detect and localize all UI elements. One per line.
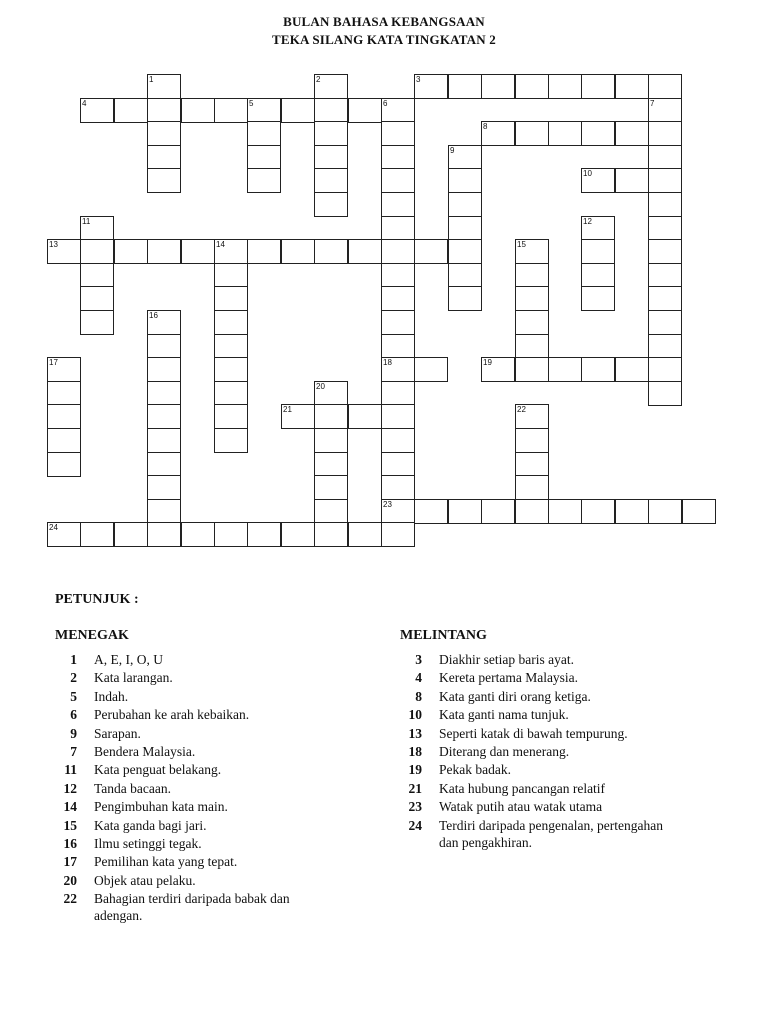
clue-number-label: 17 — [49, 358, 58, 367]
clue-number: 22 — [63, 891, 77, 907]
grid-cell[interactable] — [147, 381, 181, 406]
grid-cell[interactable] — [214, 522, 248, 547]
grid-cell[interactable] — [448, 168, 482, 193]
grid-cell[interactable] — [414, 239, 448, 264]
clue-text: Kata ganda bagi jari. — [94, 817, 207, 833]
grid-cell[interactable] — [381, 168, 415, 193]
clue-number-label: 8 — [483, 122, 488, 131]
across-clue — [400, 817, 730, 851]
grid-cell[interactable] — [581, 263, 615, 288]
grid-cell[interactable] — [414, 74, 448, 99]
down-clue — [55, 725, 385, 742]
grid-cell[interactable] — [214, 381, 248, 406]
grid-cell[interactable] — [314, 74, 348, 99]
grid-cell[interactable] — [381, 145, 415, 170]
grid-cell[interactable] — [381, 263, 415, 288]
grid-cell[interactable] — [381, 286, 415, 311]
grid-cell[interactable] — [214, 286, 248, 311]
grid-cell[interactable] — [181, 239, 215, 264]
grid-cell[interactable] — [615, 121, 649, 146]
grid-cell[interactable] — [114, 522, 148, 547]
clue-number-label: 1 — [149, 75, 154, 84]
grid-cell[interactable] — [648, 98, 682, 123]
grid-cell[interactable] — [448, 216, 482, 241]
grid-cell[interactable] — [481, 74, 515, 99]
across-clue — [400, 725, 730, 742]
grid-cell[interactable] — [615, 499, 649, 524]
grid-cell[interactable] — [648, 381, 682, 406]
grid-cell[interactable] — [381, 357, 415, 382]
clue-number: 19 — [408, 762, 422, 778]
grid-cell[interactable] — [381, 475, 415, 500]
grid-cell[interactable] — [448, 145, 482, 170]
grid-cell[interactable] — [247, 98, 281, 123]
down-clue — [55, 651, 385, 668]
clue-text: Pemilihan kata yang tepat. — [94, 854, 238, 870]
grid-cell[interactable] — [281, 98, 315, 123]
across-clue — [400, 669, 730, 686]
across-clue — [400, 798, 730, 815]
grid-cell[interactable] — [314, 98, 348, 123]
grid-cell[interactable] — [515, 404, 549, 429]
grid-cell[interactable] — [147, 239, 181, 264]
clue-number-label: 19 — [483, 358, 492, 367]
grid-cell[interactable] — [381, 98, 415, 123]
clue-text: Kata ganti diri orang ketiga. — [439, 688, 591, 704]
down-clue — [55, 761, 385, 778]
clue-text: Pekak badak. — [439, 762, 511, 778]
grid-cell[interactable] — [381, 239, 415, 264]
grid-cell[interactable] — [348, 522, 382, 547]
clue-number: 16 — [63, 836, 77, 851]
grid-cell[interactable] — [47, 357, 81, 382]
clue-number: 21 — [408, 780, 422, 796]
down-clue — [55, 743, 385, 760]
grid-cell[interactable] — [47, 522, 81, 547]
clue-number: 3 — [415, 652, 422, 667]
grid-cell[interactable] — [80, 263, 114, 288]
grid-cell[interactable] — [80, 216, 114, 241]
grid-cell[interactable] — [481, 357, 515, 382]
grid-cell[interactable] — [147, 475, 181, 500]
clue-number: 20 — [63, 872, 77, 888]
grid-cell[interactable] — [381, 192, 415, 217]
grid-cell[interactable] — [348, 239, 382, 264]
grid-cell[interactable] — [314, 381, 348, 406]
across-clue — [400, 780, 730, 797]
grid-cell[interactable] — [214, 334, 248, 359]
clue-number-label: 23 — [383, 500, 392, 509]
grid-cell[interactable] — [515, 121, 549, 146]
grid-cell[interactable] — [581, 168, 615, 193]
clue-text: Kereta pertama Malaysia. — [439, 670, 579, 686]
grid-cell[interactable] — [548, 499, 582, 524]
clue-number: 7 — [70, 744, 77, 759]
grid-cell[interactable] — [515, 452, 549, 477]
grid-cell[interactable] — [515, 428, 549, 453]
clue-text: Seperti katak di bawah tempurung. — [439, 725, 628, 741]
down-clue — [55, 798, 385, 815]
grid-cell[interactable] — [281, 404, 315, 429]
clue-number-label: 14 — [216, 240, 225, 249]
down-clue — [55, 835, 385, 852]
grid-cell[interactable] — [515, 334, 549, 359]
clue-number-label: 20 — [316, 382, 325, 391]
grid-cell[interactable] — [80, 286, 114, 311]
grid-cell[interactable] — [247, 145, 281, 170]
clue-number: 4 — [415, 670, 422, 686]
grid-cell[interactable] — [314, 239, 348, 264]
grid-cell[interactable] — [214, 239, 248, 264]
clue-text: Pengimbuhan kata main. — [94, 799, 228, 815]
grid-cell[interactable] — [682, 499, 716, 524]
grid-cell[interactable] — [214, 357, 248, 382]
puzzle-title: BULAN BAHASA KEBANGSAAN — [283, 14, 485, 29]
clue-text: dan pengakhiran. — [439, 834, 532, 850]
clue-text: Bahagian terdiri daripada babak dan — [94, 891, 290, 907]
grid-cell[interactable] — [448, 239, 482, 264]
clue-number: 5 — [70, 688, 77, 704]
clue-text: Indah. — [94, 688, 129, 704]
across-clue — [400, 688, 730, 705]
grid-cell[interactable] — [281, 522, 315, 547]
clue-number-label: 4 — [82, 99, 87, 108]
down-clues-heading: MENEGAK — [55, 628, 129, 643]
grid-cell[interactable] — [648, 239, 682, 264]
clue-number: 17 — [63, 854, 77, 870]
grid-cell[interactable] — [581, 239, 615, 264]
clue-number: 1 — [70, 652, 77, 667]
grid-cell[interactable] — [515, 475, 549, 500]
instructions-heading: PETUNJUK : — [55, 592, 139, 607]
down-clue — [55, 817, 385, 834]
grid-cell[interactable] — [648, 334, 682, 359]
clue-number-label: 6 — [383, 99, 388, 108]
clue-number: 9 — [70, 725, 77, 741]
grid-cell[interactable] — [515, 239, 549, 264]
grid-cell[interactable] — [314, 404, 348, 429]
grid-cell[interactable] — [448, 499, 482, 524]
grid-cell[interactable] — [181, 522, 215, 547]
grid-cell[interactable] — [214, 428, 248, 453]
clue-number-label: 9 — [450, 146, 455, 155]
grid-cell[interactable] — [515, 74, 549, 99]
grid-cell[interactable] — [214, 263, 248, 288]
grid-cell[interactable] — [648, 192, 682, 217]
clue-text: Kata hubung pancangan relatif — [439, 780, 606, 796]
clue-number-label: 15 — [517, 240, 526, 249]
clue-number-label: 21 — [283, 405, 292, 414]
grid-cell[interactable] — [581, 499, 615, 524]
grid-cell[interactable] — [648, 145, 682, 170]
down-clue — [55, 872, 385, 889]
down-clue — [55, 853, 385, 870]
clue-text: Watak putih atau watak utama — [439, 799, 603, 815]
grid-cell[interactable] — [515, 310, 549, 335]
down-clue — [55, 706, 385, 723]
grid-cell[interactable] — [147, 499, 181, 524]
grid-cell[interactable] — [147, 522, 181, 547]
clue-number-label: 24 — [49, 523, 58, 532]
grid-cell[interactable] — [214, 310, 248, 335]
grid-cell[interactable] — [581, 216, 615, 241]
puzzle-subtitle: TEKA SILANG KATA TINGKATAN 2 — [272, 32, 496, 47]
across-clue — [400, 706, 730, 723]
grid-cell[interactable] — [648, 357, 682, 382]
clue-number-label: 12 — [583, 217, 592, 226]
grid-cell[interactable] — [314, 475, 348, 500]
clue-number-label: 2 — [316, 75, 321, 84]
grid-cell[interactable] — [314, 428, 348, 453]
clue-number-label: 3 — [416, 75, 421, 84]
grid-cell[interactable] — [181, 98, 215, 123]
grid-cell[interactable] — [381, 499, 415, 524]
grid-cell[interactable] — [648, 310, 682, 335]
clue-text: Perubahan ke arah kebaikan. — [94, 707, 250, 723]
down-clue — [55, 890, 385, 924]
clue-text: Sarapan. — [94, 725, 141, 741]
grid-cell[interactable] — [648, 263, 682, 288]
across-clue — [400, 651, 730, 668]
grid-cell[interactable] — [381, 452, 415, 477]
grid-cell[interactable] — [381, 121, 415, 146]
grid-cell[interactable] — [147, 310, 181, 335]
grid-cell[interactable] — [381, 428, 415, 453]
grid-cell[interactable] — [615, 357, 649, 382]
grid-cell[interactable] — [214, 404, 248, 429]
clue-number: 23 — [408, 799, 422, 815]
clue-number-label: 13 — [49, 240, 58, 249]
clue-number: 24 — [408, 817, 422, 833]
grid-cell[interactable] — [147, 334, 181, 359]
grid-cell[interactable] — [515, 263, 549, 288]
grid-cell[interactable] — [615, 168, 649, 193]
grid-cell[interactable] — [247, 121, 281, 146]
grid-cell[interactable] — [114, 239, 148, 264]
grid-cell[interactable] — [314, 522, 348, 547]
clue-text: Ilmu setinggi tegak. — [94, 836, 202, 851]
grid-cell[interactable] — [314, 121, 348, 146]
grid-cell[interactable] — [381, 334, 415, 359]
clue-text: Kata larangan. — [94, 670, 173, 686]
clue-number-label: 11 — [82, 217, 91, 226]
grid-cell[interactable] — [414, 499, 448, 524]
grid-cell[interactable] — [47, 428, 81, 453]
grid-cell[interactable] — [481, 499, 515, 524]
grid-cell[interactable] — [314, 192, 348, 217]
grid-cell[interactable] — [147, 145, 181, 170]
clue-text: A, E, I, O, U — [94, 652, 163, 667]
grid-cell[interactable] — [314, 452, 348, 477]
grid-cell[interactable] — [648, 121, 682, 146]
grid-cell[interactable] — [381, 381, 415, 406]
grid-cell[interactable] — [448, 263, 482, 288]
grid-cell[interactable] — [281, 239, 315, 264]
grid-cell[interactable] — [448, 192, 482, 217]
grid-cell[interactable] — [414, 357, 448, 382]
grid-cell[interactable] — [147, 121, 181, 146]
grid-cell[interactable] — [648, 286, 682, 311]
grid-cell[interactable] — [448, 286, 482, 311]
grid-cell[interactable] — [548, 121, 582, 146]
grid-cell[interactable] — [581, 121, 615, 146]
grid-cell[interactable] — [381, 404, 415, 429]
down-clue — [55, 669, 385, 686]
grid-cell[interactable] — [648, 168, 682, 193]
clue-number-label: 10 — [583, 169, 592, 178]
grid-cell[interactable] — [147, 98, 181, 123]
grid-cell[interactable] — [314, 145, 348, 170]
grid-cell[interactable] — [515, 286, 549, 311]
grid-cell[interactable] — [515, 357, 549, 382]
clue-number: 15 — [63, 817, 77, 833]
grid-cell[interactable] — [147, 452, 181, 477]
grid-cell[interactable] — [348, 98, 382, 123]
grid-cell[interactable] — [114, 98, 148, 123]
grid-cell[interactable] — [448, 74, 482, 99]
clue-text: adengan. — [94, 908, 143, 924]
clue-text: Bendera Malaysia. — [94, 744, 196, 759]
clue-text: Kata ganti nama tunjuk. — [439, 707, 569, 723]
grid-cell[interactable] — [247, 168, 281, 193]
grid-cell[interactable] — [648, 499, 682, 524]
clue-text: Diakhir setiap baris ayat. — [439, 652, 574, 667]
grid-cell[interactable] — [80, 98, 114, 123]
clue-number: 11 — [64, 762, 77, 778]
clue-number: 18 — [408, 744, 422, 759]
clue-number-label: 5 — [249, 99, 254, 108]
grid-cell[interactable] — [147, 428, 181, 453]
grid-cell[interactable] — [147, 404, 181, 429]
clue-text: Tanda bacaan. — [94, 780, 172, 796]
grid-cell[interactable] — [548, 74, 582, 99]
grid-cell[interactable] — [581, 357, 615, 382]
grid-cell[interactable] — [581, 286, 615, 311]
clue-number: 14 — [63, 799, 77, 815]
clue-number-label: 16 — [149, 311, 158, 320]
clue-number-label: 18 — [383, 358, 392, 367]
clue-number: 13 — [408, 725, 422, 741]
grid-cell[interactable] — [247, 522, 281, 547]
grid-cell[interactable] — [381, 310, 415, 335]
clue-number: 12 — [63, 780, 77, 796]
grid-cell[interactable] — [147, 168, 181, 193]
grid-cell[interactable] — [314, 168, 348, 193]
grid-cell[interactable] — [214, 98, 248, 123]
grid-cell[interactable] — [47, 239, 81, 264]
grid-cell[interactable] — [314, 499, 348, 524]
down-clue — [55, 688, 385, 705]
down-clue — [55, 780, 385, 797]
grid-cell[interactable] — [348, 404, 382, 429]
grid-cell[interactable] — [147, 357, 181, 382]
grid-cell[interactable] — [381, 522, 415, 547]
grid-cell[interactable] — [47, 381, 81, 406]
clue-text: Kata penguat belakang. — [94, 762, 222, 778]
grid-cell[interactable] — [648, 74, 682, 99]
grid-cell[interactable] — [615, 74, 649, 99]
grid-cell[interactable] — [515, 499, 549, 524]
clue-text: Terdiri daripada pengenalan, pertengahan — [439, 817, 663, 833]
clue-number: 10 — [408, 707, 422, 723]
grid-cell[interactable] — [47, 404, 81, 429]
grid-cell[interactable] — [80, 522, 114, 547]
across-clue — [400, 743, 730, 760]
clue-text: Diterang dan menerang. — [439, 744, 570, 759]
grid-cell[interactable] — [481, 121, 515, 146]
across-clues-heading: MELINTANG — [400, 628, 487, 643]
clue-number-label: 7 — [650, 99, 655, 108]
grid-cell[interactable] — [548, 357, 582, 382]
grid-cell[interactable] — [80, 310, 114, 335]
clue-number: 6 — [70, 707, 77, 723]
clue-number: 2 — [70, 670, 77, 686]
clue-text: Objek atau pelaku. — [94, 872, 196, 888]
grid-cell[interactable] — [247, 239, 281, 264]
across-clue — [400, 761, 730, 778]
grid-cell[interactable] — [381, 216, 415, 241]
grid-cell[interactable] — [80, 239, 114, 264]
clue-number-label: 22 — [517, 405, 526, 414]
grid-cell[interactable] — [648, 216, 682, 241]
grid-cell[interactable] — [147, 74, 181, 99]
clue-number: 8 — [415, 688, 422, 704]
grid-cell[interactable] — [47, 452, 81, 477]
grid-cell[interactable] — [581, 74, 615, 99]
